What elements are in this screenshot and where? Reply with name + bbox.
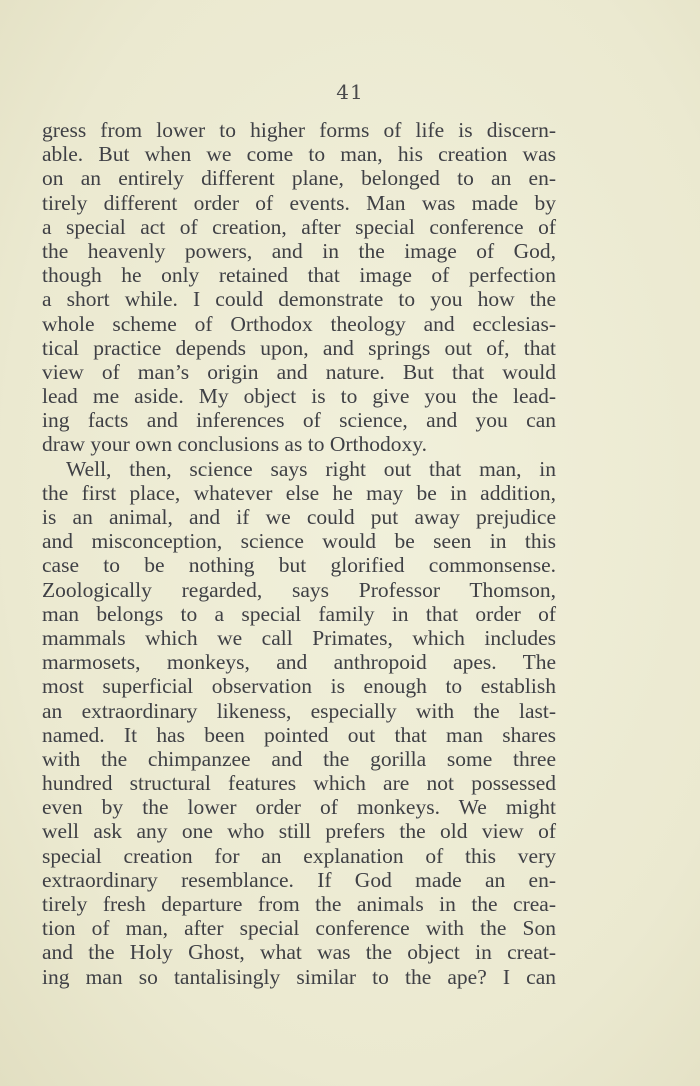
text-line: a short while. I could demonstrate to you how the	[42, 287, 556, 312]
text-line: mammals which we call Primates, which includes	[42, 625, 556, 650]
text-line: gress from lower to higher forms of life is discern-	[42, 118, 556, 142]
text-line: ing facts and inferences of science, and you can	[42, 408, 556, 433]
text-line: tirely fresh departure from the animals in the crea-	[42, 892, 556, 916]
text-line: most superficial observation is enough to establish	[42, 674, 556, 699]
text-line: is an animal, and if we could put away prejudice	[42, 505, 556, 529]
text-line: hundred structural features which are not possessed	[42, 771, 556, 796]
page-number: 41	[336, 80, 364, 104]
text-line: lead me aside. My object is to give you the lead-	[42, 384, 556, 409]
text-line: on an entirely different plane, belonged to an en-	[42, 166, 556, 191]
text-line: tirely different order of events. Man was made by	[42, 190, 556, 215]
text-line: Well, then, science says right out that man, in	[66, 456, 556, 481]
text-line: case to be nothing but glorified commonsense.	[42, 553, 556, 578]
text-line: named. It has been pointed out that man shares	[42, 722, 556, 747]
text-line: even by the lower order of monkeys. We might	[42, 795, 556, 820]
text-line: ing man so tantalisingly similar to the ape? I can	[42, 964, 556, 989]
text-line: whole scheme of Orthodox theology and ecclesias-	[42, 311, 556, 336]
text-line: with the chimpanzee and the gorilla some three	[42, 746, 556, 771]
body-text	[42, 118, 556, 989]
text-line: marmosets, monkeys, and anthropoid apes. The	[42, 650, 556, 675]
text-line: the first place, whatever else he may be in addition,	[42, 480, 556, 505]
text-line: draw your own conclusions as to Orthodoxy.	[42, 432, 427, 457]
text-line: able. But when we come to man, his creation was	[42, 142, 556, 167]
text-line: well ask any one who still prefers the old view of	[42, 819, 556, 844]
text-line: a special act of creation, after special conference of	[42, 214, 556, 239]
text-line: tion of man, after special conference with the Son	[42, 916, 556, 941]
text-line: an extraordinary likeness, especially with the last-	[42, 698, 556, 723]
text-line: view of man’s origin and nature. But that would	[42, 359, 556, 384]
text-line: and misconception, science would be seen in this	[42, 529, 556, 554]
text-line: Zoologically regarded, says Professor Thomson,	[42, 577, 556, 602]
text-line: tical practice depends upon, and springs out of, that	[42, 335, 556, 360]
text-line: special creation for an explanation of this very	[42, 843, 556, 868]
text-line: extraordinary resemblance. If God made an en-	[42, 867, 556, 892]
text-line: though he only retained that image of perfection	[42, 263, 556, 288]
text-line: man belongs to a special family in that order of	[42, 601, 556, 626]
text-line: the heavenly powers, and in the image of God,	[42, 238, 556, 263]
text-line: and the Holy Ghost, what was the object in creat-	[42, 940, 556, 965]
